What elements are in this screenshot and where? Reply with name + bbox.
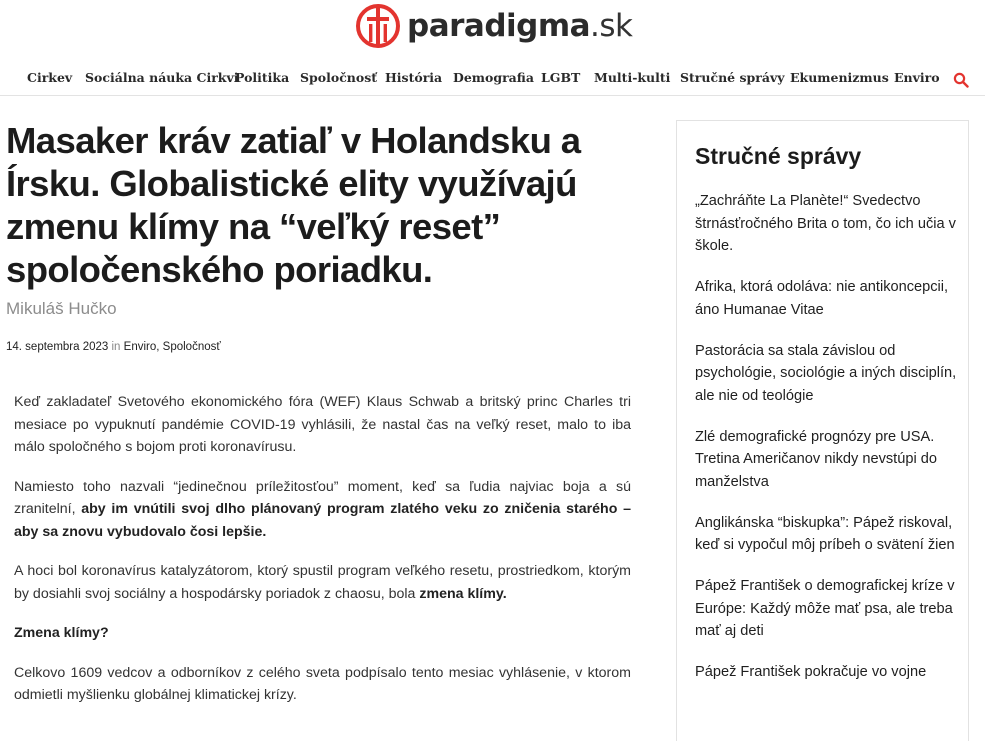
- nav-item-politika[interactable]: Politika: [235, 70, 290, 85]
- category-link-enviro[interactable]: Enviro: [123, 341, 157, 353]
- sidebar-item[interactable]: Pápež František o demografickej kríze v Európe: Každý môže mať psa, ale treba mať aj deti: [695, 578, 955, 639]
- nav-item-spolocnost[interactable]: Spoločnosť: [300, 70, 378, 85]
- paragraph-3: [14, 560, 631, 605]
- paragraph-2-text: Namiesto toho nazvali “jedinečnou príležitosťou” moment, keď sa ľudia najviac boja a sú zranitelní,: [14, 478, 631, 517]
- paragraph-1: Keď zakladateľ Svetového ekonomického fóra (WEF) Klaus Schwab a britský princ Charles tri mesiace po vypuknutí pandémie COVID-19 vyhlásili, že nastal čas na veľký reset, malo to iba málo spoločného s bojom proti koronavírusu.: [14, 394, 631, 455]
- article-author[interactable]: Mikuláš Hučko: [6, 299, 117, 318]
- paragraph-2: [14, 476, 631, 544]
- article-title: Masaker kráv zatiaľ v Holandsku a Írsku. Globalistické elity využívajú zmenu klímy na “veľký reset” spoločenského poriadku.: [6, 120, 581, 290]
- article: [0, 95, 650, 717]
- nav-item-cirkev[interactable]: Cirkev: [27, 70, 73, 85]
- sidebar-widget: [676, 120, 969, 741]
- sidebar-title: Stručné správy: [695, 143, 862, 169]
- site-header: [0, 0, 985, 96]
- nav-item-strucne-spravy[interactable]: Stručné správy: [680, 70, 785, 85]
- paragraph-4: Celkovo 1609 vedcov a odborníkov z celého sveta podpísalo tento mesiac vyhlásenie, v ktorom odmietli myšlienku globálnej klimatickej krízy.: [14, 664, 631, 703]
- sidebar-item[interactable]: Anglikánska “biskupka”: Pápež riskoval, keď si vypočul môj príbeh o svätení žien: [695, 514, 955, 553]
- nav-item-demografia[interactable]: Demografia: [453, 70, 534, 85]
- nav-item-enviro[interactable]: Enviro: [894, 70, 940, 85]
- sidebar-list: [695, 190, 957, 702]
- sidebar-item[interactable]: Pastorácia sa stala závislou od psychológie, sociológie a iných disciplín, ale nie od teológie: [695, 342, 957, 404]
- meta-in-label: in: [111, 341, 121, 353]
- main-nav: [0, 70, 985, 94]
- sidebar-item[interactable]: Zlé demografické prognózy pre USA. Tretina Američanov nikdy nevstúpi do manželstva: [695, 428, 938, 490]
- category-link-spolocnost[interactable]: Spoločnosť: [162, 341, 221, 353]
- article-subheading: Zmena klímy?: [14, 625, 109, 641]
- logo-wordmark: paradigma.sk: [407, 8, 633, 44]
- sidebar-item[interactable]: Afrika, ktorá odoláva: nie antikoncepcii, áno Humanae Vitae: [695, 279, 949, 318]
- paragraph-3-bold: zmena klímy.: [419, 585, 507, 602]
- nav-item-multi-kulti[interactable]: Multi-kulti: [594, 70, 671, 85]
- paradigma-logo-icon: [355, 3, 401, 49]
- site-logo[interactable]: [355, 2, 633, 50]
- nav-item-lgbt[interactable]: LGBT: [541, 70, 581, 85]
- nav-item-ekumenizmus[interactable]: Ekumenizmus: [790, 70, 889, 85]
- sidebar-item[interactable]: „Zachráňte La Planète!“ Svedectvo štrnásťročného Brita o tom, čo ich učia v škole.: [695, 193, 956, 254]
- sidebar-item[interactable]: Pápež František pokračuje vo vojne: [695, 664, 927, 680]
- nav-item-historia[interactable]: História: [385, 70, 443, 85]
- article-meta: 14. septembra 2023 in Enviro, Spoločnosť: [6, 341, 221, 353]
- paragraph-2-bold: aby im vnútili svoj dlho plánovaný program zlatého veku zo zničenia starého – aby sa znovu vybudovalo čosi lepšie.: [14, 501, 631, 540]
- nav-item-socialna-nauka-cirkvi[interactable]: Sociálna náuka Cirkvi: [85, 70, 239, 85]
- paragraph-3-text: A hoci bol koronavírus katalyzátorom, ktorý spustil program veľkého resetu, prostriedkom, ktorým by dosiahli svoj sociálny a hospodársky poriadok z chaosu, bola: [14, 563, 631, 602]
- search-icon[interactable]: [953, 72, 969, 88]
- article-body: [14, 391, 631, 724]
- article-date: 14. septembra 2023: [6, 341, 109, 353]
